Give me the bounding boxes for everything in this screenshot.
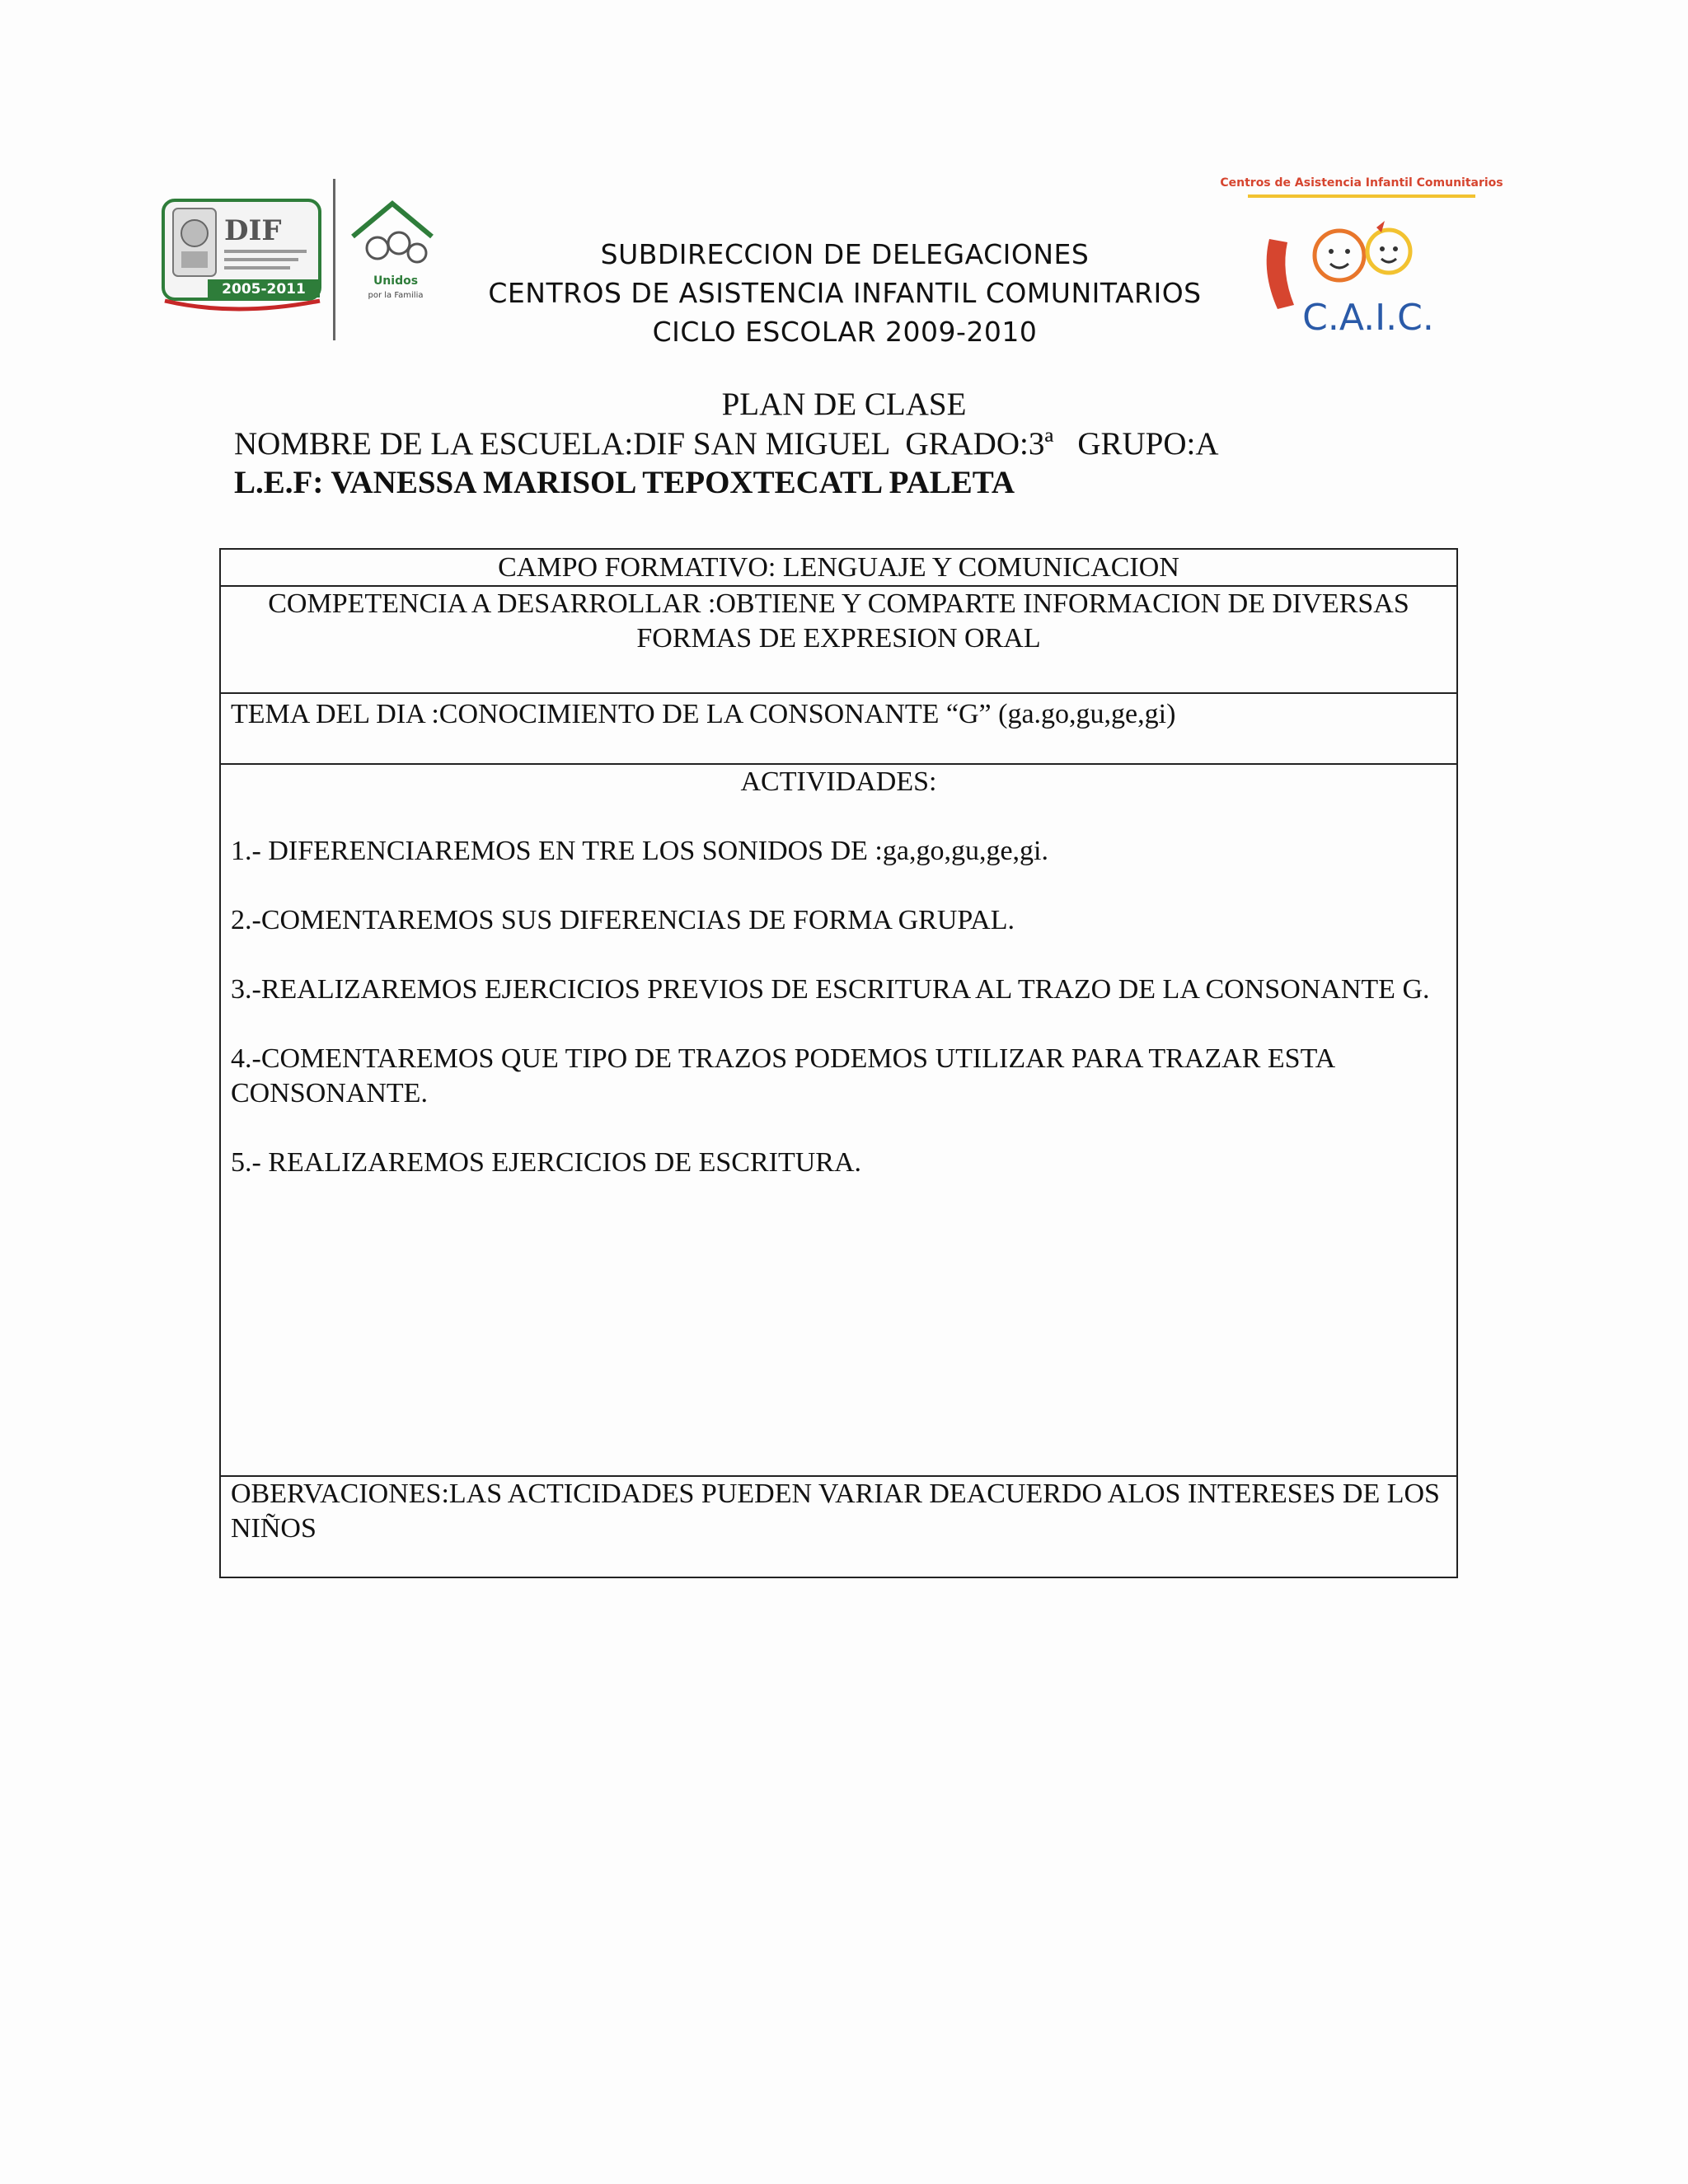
actividad-item: 1.- DIFERENCIAREMOS EN TRE LOS SONIDOS DE :ga,go,gu,ge,gi. xyxy=(231,836,1048,866)
school-line: NOMBRE DE LA ESCUELA:DIF SAN MIGUEL GRADO:3ª GRUPO:A xyxy=(234,426,1219,462)
actividad-item: 2.-COMENTAREMOS SUS DIFERENCIAS DE FORMA GRUPAL. xyxy=(231,905,1015,935)
header-line-1: SUBDIRECCION DE DELEGACIONES xyxy=(600,238,1090,270)
dif-text: DIF xyxy=(224,214,282,247)
campo-formativo-row: CAMPO FORMATIVO: LENGUAJE Y COMUNICACION xyxy=(498,552,1179,583)
dif-years: 2005-2011 xyxy=(222,281,306,298)
tema-row: TEMA DEL DIA :CONOCIMIENTO DE LA CONSONANTE “G” (ga.go,gu,ge,gi) xyxy=(221,692,1456,763)
actividades-row xyxy=(221,763,1456,1475)
teacher-line: L.E.F: VANESSA MARISOL TEPOXTECATL PALETA xyxy=(234,465,1015,500)
header-line-3: CICLO ESCOLAR 2009-2010 xyxy=(652,316,1038,348)
header-line-2: CENTROS DE ASISTENCIA INFANTIL COMUNITARIOS xyxy=(488,277,1202,309)
actividad-item: 3.-REALIZAREMOS EJERCICIOS PREVIOS DE ESCRITURA AL TRAZO DE LA CONSONANTE G. xyxy=(231,974,1430,1005)
observaciones-row: OBERVACIONES:LAS ACTICIDADES PUEDEN VARIAR DEACUERDO ALOS INTERESES DE LOS NIÑOS xyxy=(221,1475,1456,1577)
plan-table xyxy=(219,548,1458,1578)
competencia-row: COMPETENCIA A DESARROLLAR :OBTIENE Y COMPARTE INFORMACION DE DIVERSAS FORMAS DE EXPRESION ORAL xyxy=(221,585,1456,692)
caic-top-text: Centros de Asistencia Infantil Comunitarios xyxy=(1220,176,1503,190)
caic-logo xyxy=(1220,173,1503,350)
plan-title: PLAN DE CLASE xyxy=(721,387,967,422)
header-lines xyxy=(412,235,1278,351)
familia-text: por la Familia xyxy=(368,291,424,300)
caic-acronym: C.A.I.C. xyxy=(1302,297,1434,339)
actividad-item: 5.- REALIZAREMOS EJERCICIOS DE ESCRITURA. xyxy=(231,1147,862,1178)
unidos-text: Unidos xyxy=(373,274,419,288)
actividades-title: ACTIVIDADES: xyxy=(740,766,937,797)
dif-logo xyxy=(162,177,450,342)
actividad-item: 4.-COMENTAREMOS QUE TIPO DE TRAZOS PODEMOS UTILIZAR PARA TRAZAR ESTA CONSONANTE. xyxy=(231,1043,1334,1108)
